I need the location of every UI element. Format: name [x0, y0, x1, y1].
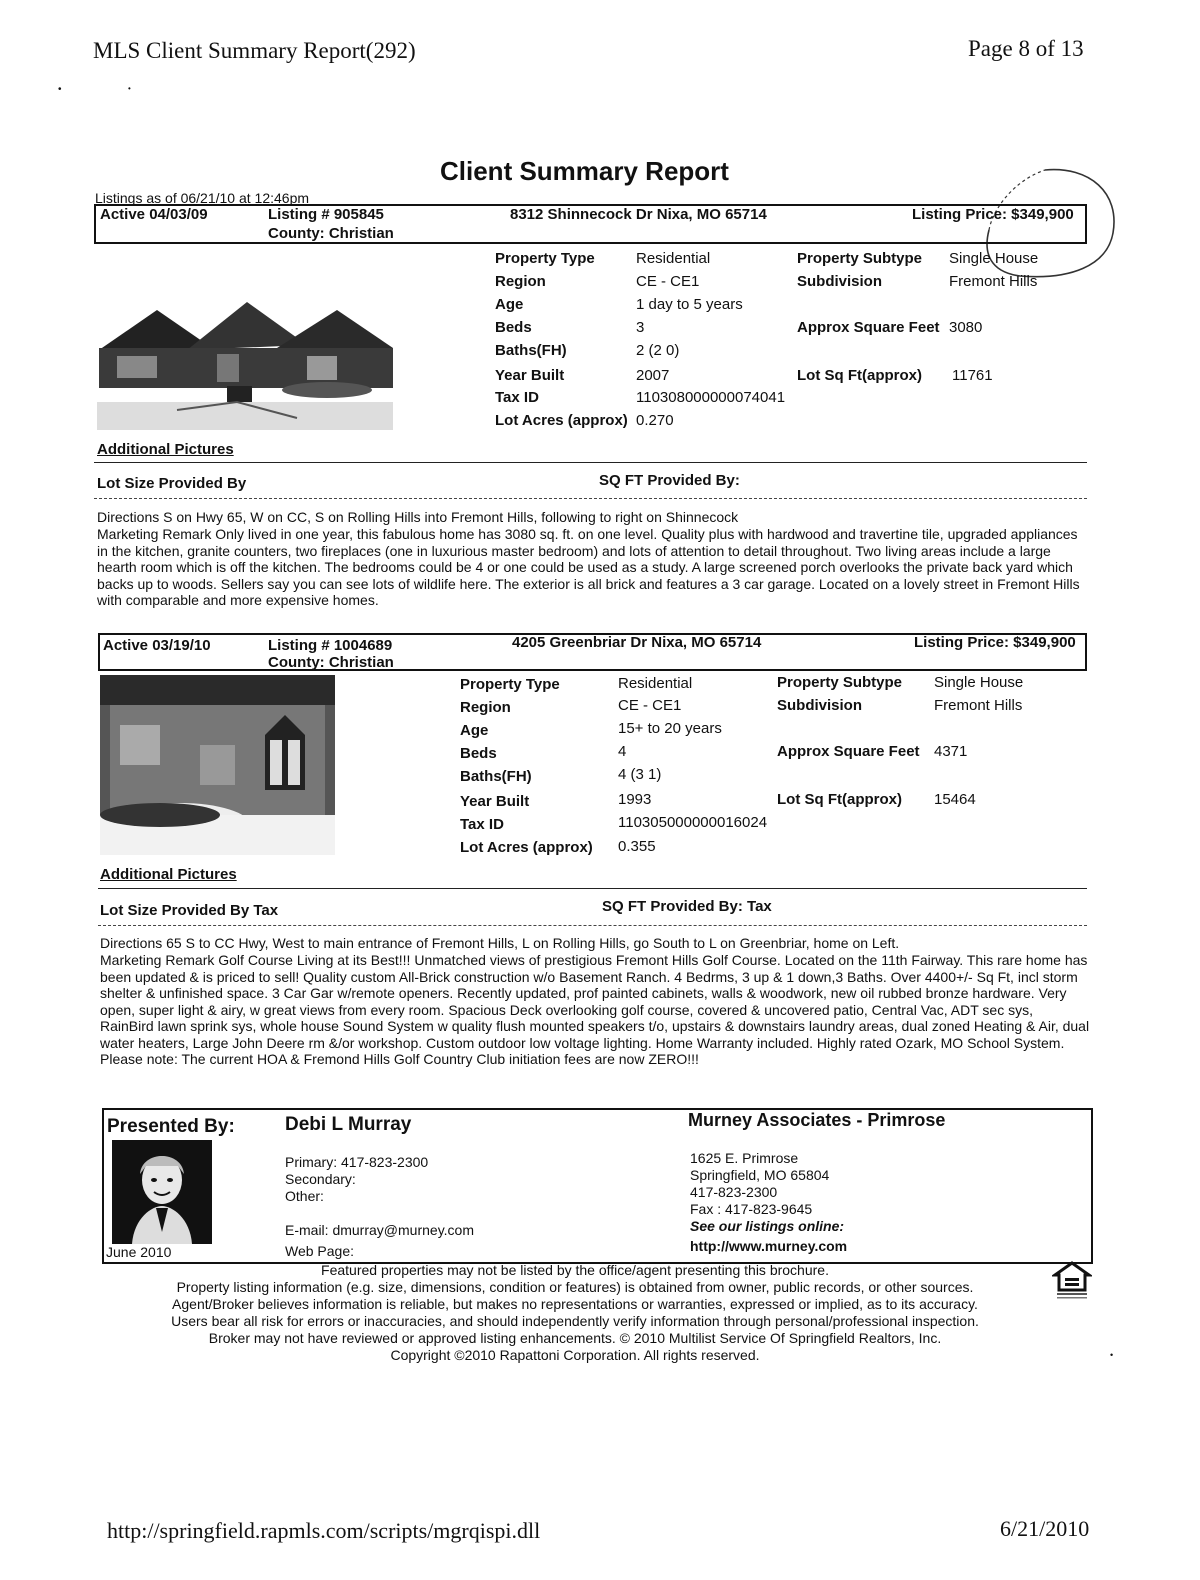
age-value: 15+ to 20 years [618, 720, 722, 737]
property-subtype-label: Property Subtype [797, 250, 923, 267]
listing-2-sqft-by: SQ FT Provided By: Tax [602, 898, 772, 915]
age-value: 1 day to 5 years [636, 296, 743, 313]
lot-acres-label: Lot Acres (approx) [495, 412, 628, 429]
report-name: MLS Client Summary Report(292) [93, 38, 416, 63]
agent-primary-phone: Primary: 417-823-2300 [285, 1154, 429, 1170]
listing-2-address: 4205 Greenbriar Dr Nixa, MO 65714 [512, 634, 762, 651]
subdivision-value: Fremont Hills [934, 697, 1023, 714]
sqft-label: Approx Square Feet [797, 319, 940, 336]
office-name: Murney Associates - Primrose [688, 1110, 946, 1130]
lot-sqft-value: 15464 [934, 791, 976, 808]
beds-value: 3 [636, 319, 645, 336]
lot-acres-label: Lot Acres (approx) [460, 839, 593, 856]
disclaimer-line: Featured properties may not be listed by the office/agent presenting this brochure. [321, 1262, 829, 1278]
presenter-box [102, 1108, 1093, 1264]
stray-mark: • [128, 84, 131, 93]
lot-acres-value: 0.270 [636, 412, 674, 429]
stray-mark: • [58, 84, 62, 95]
stray-mark: • [1110, 1350, 1114, 1360]
agent-web-page: Web Page: [285, 1243, 355, 1259]
listing-1-photo[interactable] [97, 290, 393, 430]
year-built-label: Year Built [495, 367, 565, 384]
listing-1-remarks: Marketing Remark Only lived in one year, this fabulous home has 3080 sq. ft. on one level. Quality plus with hardwood and travertine tile, upgraded appliances in the kitchen, granite counters, two fireplaces (one in luxurious master bedroom) and lots of attention to detail throughout. Two living areas include a large hearth room which is off the kitchen. The bedrooms could be 4 or one could be used as a study. A large screened porch overlooks the private back yard which backs up to woods. Sellers say you can see lots of wildlife here. The exterior is all brick and features a 3 car garage. Located on a lovely street in Fremont Hills with comparable and more expensive homes. [97, 526, 1080, 608]
baths-value: 4 (3 1) [618, 766, 662, 783]
baths-value: 2 (2 0) [636, 342, 680, 359]
property-subtype-value: Single House [949, 250, 1039, 267]
sqft-label: Approx Square Feet [777, 743, 920, 760]
agent-other-phone: Other: [285, 1188, 324, 1204]
listing-1-sqft-by: SQ FT Provided By: [599, 472, 740, 489]
lot-acres-value: 0.355 [618, 838, 656, 855]
listing-1-price: Listing Price: $349,900 [912, 206, 1074, 223]
beds-value: 4 [618, 743, 627, 760]
page-number: Page 8 of 13 [968, 36, 1084, 61]
year-built-label: Year Built [460, 793, 530, 810]
office-address-line2: Springfield, MO 65804 [690, 1167, 830, 1183]
listing-2-county: County: Christian [268, 654, 394, 671]
listing-1-address: 8312 Shinnecock Dr Nixa, MO 65714 [510, 206, 767, 223]
subdivision-value: Fremont Hills [949, 273, 1038, 290]
lot-sqft-label: Lot Sq Ft(approx) [797, 367, 922, 384]
agent-name: Debi L Murray [285, 1114, 412, 1135]
report-title: Client Summary Report [440, 156, 729, 186]
property-subtype-label: Property Subtype [777, 674, 903, 691]
presented-by-label: Presented By: [107, 1116, 235, 1137]
disclaimer-line: Broker may not have reviewed or approved listing enhancements. © 2010 Multilist Service Of Springfield Realtors, Inc. [208, 1330, 942, 1346]
office-phone: 417-823-2300 [690, 1184, 778, 1200]
disclaimer-line: Copyright ©2010 Rapattoni Corporation. All rights reserved. [390, 1347, 760, 1363]
beds-label: Beds [495, 319, 532, 336]
lot-sqft-label: Lot Sq Ft(approx) [777, 791, 902, 808]
footer-url[interactable]: http://springfield.rapmls.com/scripts/mgrqispi.dll [107, 1518, 541, 1543]
listing-2-price: Listing Price: $349,900 [914, 634, 1076, 651]
property-type-value: Residential [636, 250, 711, 267]
divider [94, 462, 1087, 463]
equal-housing-icon [1052, 1260, 1092, 1300]
agent-secondary-phone: Secondary: [285, 1171, 356, 1187]
listing-2-photo[interactable] [100, 675, 335, 855]
agent-portrait-icon [112, 1140, 212, 1244]
listing-2-lot-size-by: Lot Size Provided By Tax [100, 902, 279, 919]
footer-date: 6/21/2010 [1000, 1516, 1090, 1541]
tax-id-label: Tax ID [460, 816, 504, 833]
agent-photo [112, 1140, 212, 1244]
subdivision-label: Subdivision [777, 697, 863, 714]
disclaimer-line: Agent/Broker believes information is reliable, but makes no representations or warranties, expressed or implied, as to its accuracy. [172, 1296, 978, 1312]
listing-2-directions: Directions 65 S to CC Hwy, West to main entrance of Fremont Hills, L on Rolling Hills, go South to L on Greenbriar, home on Left. [100, 935, 900, 951]
property-subtype-value: Single House [934, 674, 1024, 691]
listing-2-status: Active 03/19/10 [103, 637, 211, 654]
listing-1-lot-size-by: Lot Size Provided By [97, 475, 247, 492]
listing-1-directions: Directions S on Hwy 65, W on CC, S on Rolling Hills into Fremont Hills, following to right on Shinnecock [97, 509, 739, 525]
listing-1-additional-pictures[interactable]: Additional Pictures [97, 441, 234, 458]
office-website[interactable]: http://www.murney.com [690, 1238, 848, 1254]
region-label: Region [495, 273, 546, 290]
region-label: Region [460, 699, 511, 716]
tax-id-value: 110308000000074041 [636, 389, 786, 406]
sqft-value: 4371 [934, 743, 968, 760]
property-type-label: Property Type [460, 676, 560, 693]
divider [98, 888, 1087, 889]
divider [98, 925, 1087, 926]
property-type-label: Property Type [495, 250, 595, 267]
listing-1-status: Active 04/03/09 [100, 206, 208, 223]
sqft-value: 3080 [949, 319, 983, 336]
age-label: Age [460, 722, 489, 739]
lot-sqft-value: 11761 [952, 367, 993, 384]
subdivision-label: Subdivision [797, 273, 883, 290]
property-type-value: Residential [618, 675, 693, 692]
region-value: CE - CE1 [636, 273, 700, 290]
divider [94, 498, 1087, 499]
office-address-line1: 1625 E. Primrose [690, 1150, 799, 1166]
listing-1-county: County: Christian [268, 225, 394, 242]
disclaimer-line: Property listing information (e.g. size, dimensions, condition or features) is obtained from owner, public records, or other sources. [176, 1279, 974, 1295]
disclaimer-line: Users bear all risk for errors or inaccuracies, and should independently verify information through personal/professional inspection. [171, 1313, 979, 1329]
listing-2-additional-pictures[interactable]: Additional Pictures [100, 866, 237, 883]
baths-label: Baths(FH) [460, 768, 532, 785]
house-photo-icon [97, 290, 393, 430]
listing-1-number: Listing # 905845 [268, 206, 384, 223]
agent-photo-date: June 2010 [106, 1244, 172, 1260]
agent-email[interactable]: E-mail: dmurray@murney.com [285, 1222, 474, 1238]
year-built-value: 1993 [618, 791, 652, 808]
baths-label: Baths(FH) [495, 342, 567, 359]
age-label: Age [495, 296, 524, 313]
tax-id-value: 110305000000016024 [618, 814, 768, 831]
see-listings-label: See our listings online: [690, 1218, 845, 1234]
beds-label: Beds [460, 745, 497, 762]
office-fax: Fax : 417-823-9645 [690, 1201, 813, 1217]
house-photo-icon [100, 675, 335, 855]
tax-id-label: Tax ID [495, 389, 539, 406]
listing-2-number: Listing # 1004689 [268, 637, 393, 654]
listing-2-remarks: Marketing Remark Golf Course Living at its Best!!! Unmatched views of prestigious Fremont Hills Golf Course. Located on the 11th Fairway. This rare home has been updated & is priced to sell! Quality custom All-Brick construction w/o Basement Ranch. 4 Bedrms, 3 up & 1 down,3 Baths. Over 4400+/- Sq Ft, incl storm shelter & unfinished space. 3 Car Gar w/remote openers. Recently updated, prof painted cabinets, walls & woodwork, new oil rubbed bronze hardware. Very open, super light & airy, w great views from every room. Spacious Deck overlooking golf course, covered & uncovered patio, Central Vac, ADT sec sys, RainBird lawn sprink sys, whole house Sound System w quality flush mounted speakers t/o, upstairs & downstairs laundry areas, dual zoned Heating & Air, dual water heaters, Large John Deere rm &/or workshop. Custom outdoor low voltage lighting. Home Warranty included. Highly rated Ozark, MO School System. Please note: The current HOA & Fremond Hills Golf Country Club initiation fees are now ZERO!!! [100, 952, 1090, 1067]
listings-as-of: Listings as of 06/21/10 at 12:46pm [95, 190, 310, 206]
year-built-value: 2007 [636, 367, 670, 384]
region-value: CE - CE1 [618, 697, 682, 714]
